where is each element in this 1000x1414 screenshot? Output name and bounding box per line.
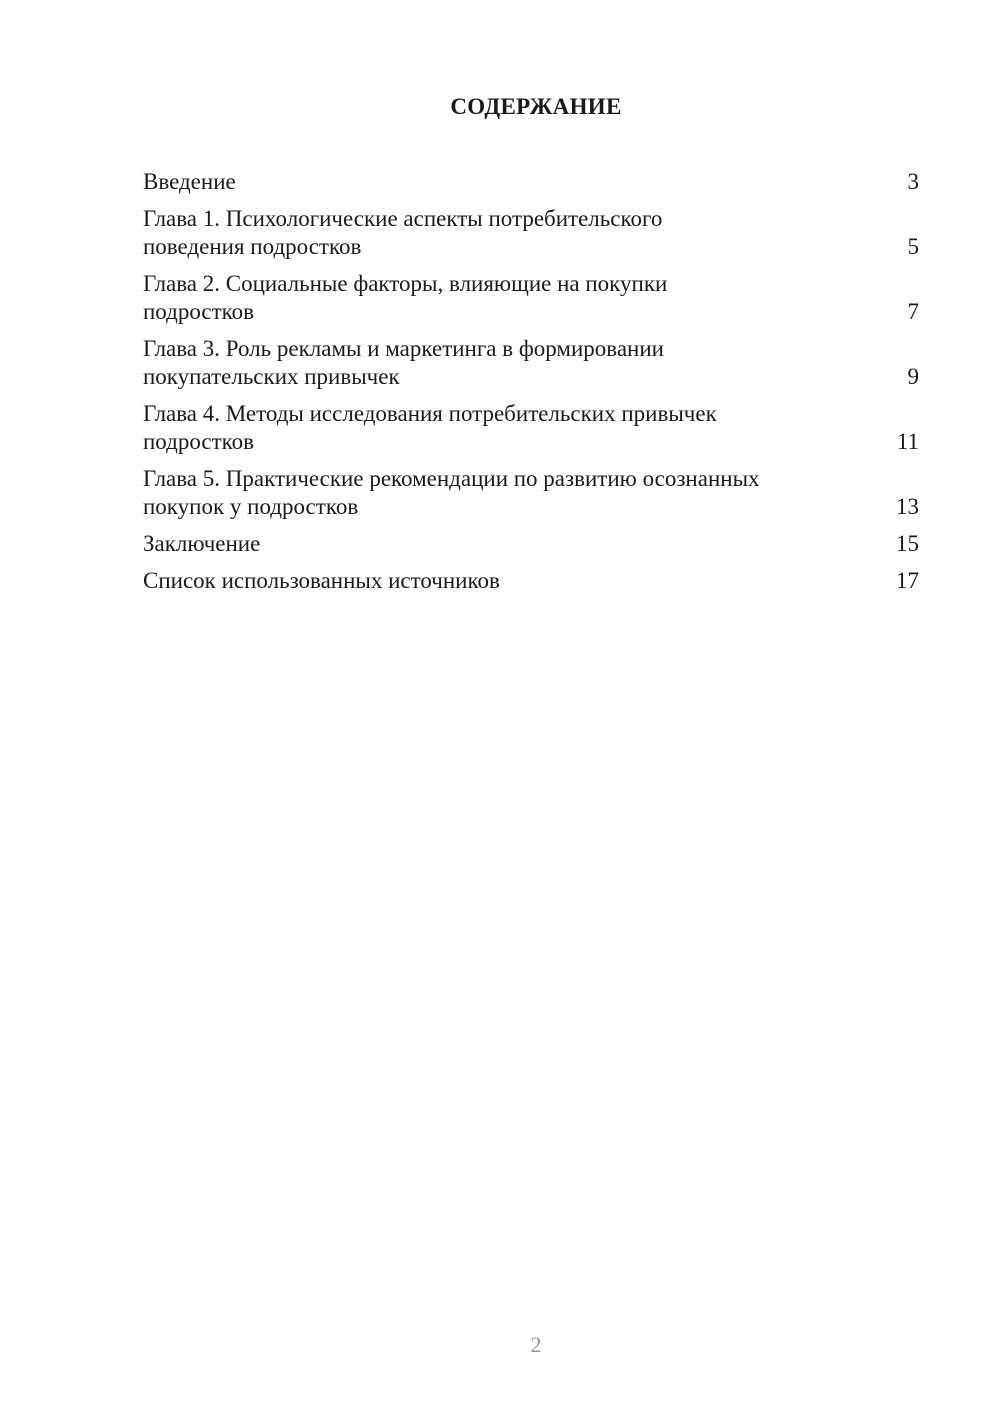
- toc-entry-chapter-4: [143, 400, 919, 456]
- page-number: 2: [530, 1332, 542, 1357]
- toc-entry-line: покупательских привычек: [143, 364, 400, 389]
- toc-entry-page: 3: [907, 169, 919, 194]
- toc-entry-page: 5: [907, 234, 919, 259]
- toc-entry-references: [143, 567, 919, 595]
- toc-entry-chapter-5: [143, 465, 919, 521]
- toc-entry-line: Глава 3. Роль рекламы и маркетинга в формировании: [143, 336, 664, 361]
- toc-entry-page: 13: [896, 494, 919, 519]
- toc-entry-text: [143, 400, 717, 456]
- toc-entry-line: поведения подростков: [143, 234, 362, 259]
- toc-entry-text: [143, 567, 500, 595]
- toc-entry-page: 7: [907, 299, 919, 324]
- toc-entry-text: [143, 335, 664, 391]
- toc-entry-chapter-3: [143, 335, 919, 391]
- toc-entry-chapter-2: [143, 270, 919, 326]
- toc-entry-page: 11: [896, 429, 919, 454]
- toc-entry-line: Глава 1. Психологические аспекты потребительского: [143, 206, 663, 231]
- toc-entry-line: Глава 4. Методы исследования потребительских привычек: [143, 401, 717, 426]
- toc-entry-line: подростков: [143, 429, 255, 454]
- toc-entry-introduction: [143, 168, 919, 196]
- toc-entry-page: 17: [896, 568, 919, 593]
- toc-entry-text: [143, 270, 667, 326]
- toc-entry-line: Список использованных источников: [143, 568, 500, 593]
- toc-entry-conclusion: [143, 530, 919, 558]
- table-of-contents: [143, 168, 919, 604]
- toc-entry-line: подростков: [143, 299, 255, 324]
- toc-entry-text: [143, 465, 760, 521]
- toc-entry-page: 15: [896, 531, 919, 556]
- toc-entry-line: Заключение: [143, 531, 261, 556]
- toc-entry-page: 9: [907, 364, 919, 389]
- toc-entry-chapter-1: [143, 205, 919, 261]
- page-title: СОДЕРЖАНИЕ: [450, 94, 622, 119]
- toc-entry-text: [143, 168, 236, 196]
- toc-entry-line: Глава 5. Практические рекомендации по развитию осознанных: [143, 466, 760, 491]
- toc-entry-line: покупок у подростков: [143, 494, 359, 519]
- toc-entry-text: [143, 530, 260, 558]
- toc-entry-line: Глава 2. Социальные факторы, влияющие на покупки: [143, 271, 668, 296]
- toc-entry-text: [143, 205, 662, 261]
- toc-entry-line: Введение: [143, 169, 236, 194]
